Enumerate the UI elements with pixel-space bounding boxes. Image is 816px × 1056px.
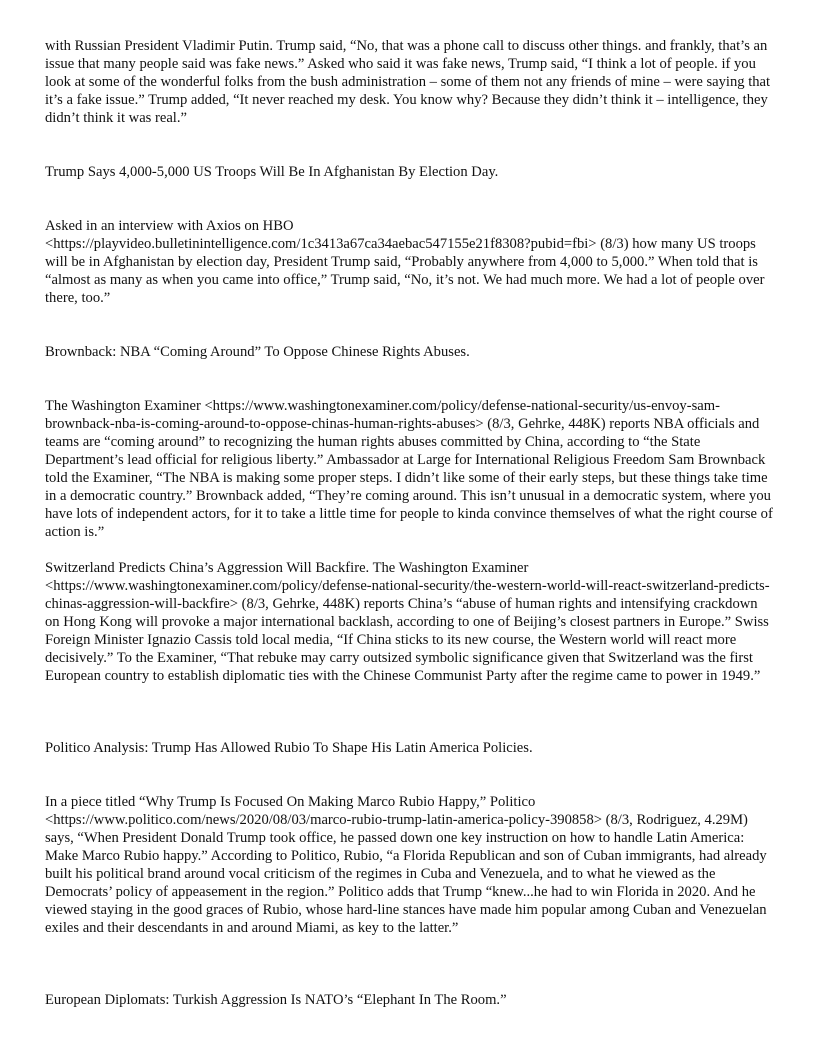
paragraph-putin-call: with Russian President Vladimir Putin. Trump said, “No, that was a phone call to discuss other things. and frankly, that’s an issue that many people said was fake news.” Asked who said it was fake news, Trump said, “I think a lot of people. if you look at some of the wonderful folks from the bush administration – some of them not any friends of mine – were saying that it’s a fake issue.” Trump added, “It never reached my desk. You know why? Because they didn’t think it – intelligence, they didn’t think it was real.” bbox=[45, 38, 771, 126]
paragraph-axios-interview: Asked in an interview with Axios on HBO <https://playvideo.bulletinintelligence.com/1c3413a67ca34aebac547155e21f8308?pubid=fbi> (8/3) how many US troops will be in Afghanistan by election day, President Trump said, “Probably anywhere from 4,000 to 5,000.” When told that is “almost as many as when you came into office,” Trump said, “No, it’s not. We had much more. We had a lot of people over there, too.” bbox=[45, 218, 765, 306]
headline-brownback-nba: Brownback: NBA “Coming Around” To Oppose Chinese Rights Abuses. bbox=[45, 344, 470, 360]
headline-politico-rubio: Politico Analysis: Trump Has Allowed Rubio To Shape His Latin America Policies. bbox=[45, 740, 533, 756]
paragraph-washington-examiner-nba: The Washington Examiner <https://www.washingtonexaminer.com/policy/defense-national-security/us-envoy-sam-brownback-nba-is-coming-around-to-oppose-chinas-human-rights-abuses> (8/3, Gehrke, 448K) reports NBA officials and teams are “coming around” to recognizing the human rights abuses committed by China, according to “the State Department’s lead official for religious liberty.” Ambassador at Large for International Religious Freedom Sam Brownback told the Examiner, “The NBA is making some proper steps. I didn’t like some of their early steps, but these things take time in a democratic country.” Brownback added, “They’re coming around. This isn’t unusual in a democratic system, where you have lots of independent actors, for it to take a little time for people to kinda convince themselves of what the right course of action is.” bbox=[45, 398, 773, 540]
headline-afghanistan-troops: Trump Says 4,000-5,000 US Troops Will Be In Afghanistan By Election Day. bbox=[45, 164, 499, 180]
paragraph-switzerland-china: Switzerland Predicts China’s Aggression Will Backfire. The Washington Examiner <https://www.washingtonexaminer.com/policy/defense-national-security/the-western-world-will-react-switzerland-predicts-chinas-aggression-will-backfire> (8/3, Gehrke, 448K) reports China’s “abuse of human rights and intensifying crackdown on Hong Kong will provoke a major international backlash, according to one of Beijing’s closest partners in Europe.” Swiss Foreign Minister Ignazio Cassis told local media, “If China sticks to its new course, the Western world will react more decisively.” To the Examiner, “That rebuke may carry outsized symbolic significance given that Switzerland was the first European country to establish diplomatic ties with the Chinese Communist Party after the regime came to power in 1949.” bbox=[45, 560, 770, 684]
paragraph-politico-rubio: In a piece titled “Why Trump Is Focused On Making Marco Rubio Happy,” Politico <https://www.politico.com/news/2020/08/03/marco-rubio-trump-latin-america-policy-390858> (8/3, Rodriguez, 4.29M) says, “When President Donald Trump took office, he passed down one key instruction on how to handle Latin America: Make Marco Rubio happy.” According to Politico, Rubio, “a Florida Republican and son of Cuban immigrants, had already built his political brand around vocal criticism of the regimes in Cuba and Venezuela, and to what he viewed as the Democrats’ policy of appeasement in the region.” Politico adds that Trump “knew...he had to win Florida in 2020. And he viewed staying in the good graces of Rubio, whose hard-line stances have made him popular among Cuban and Venezuelan exiles and their descendants in and around Miami, as key to the latter.” bbox=[45, 794, 767, 936]
headline-turkish-aggression: European Diplomats: Turkish Aggression Is NATO’s “Elephant In The Room.” bbox=[45, 992, 507, 1008]
